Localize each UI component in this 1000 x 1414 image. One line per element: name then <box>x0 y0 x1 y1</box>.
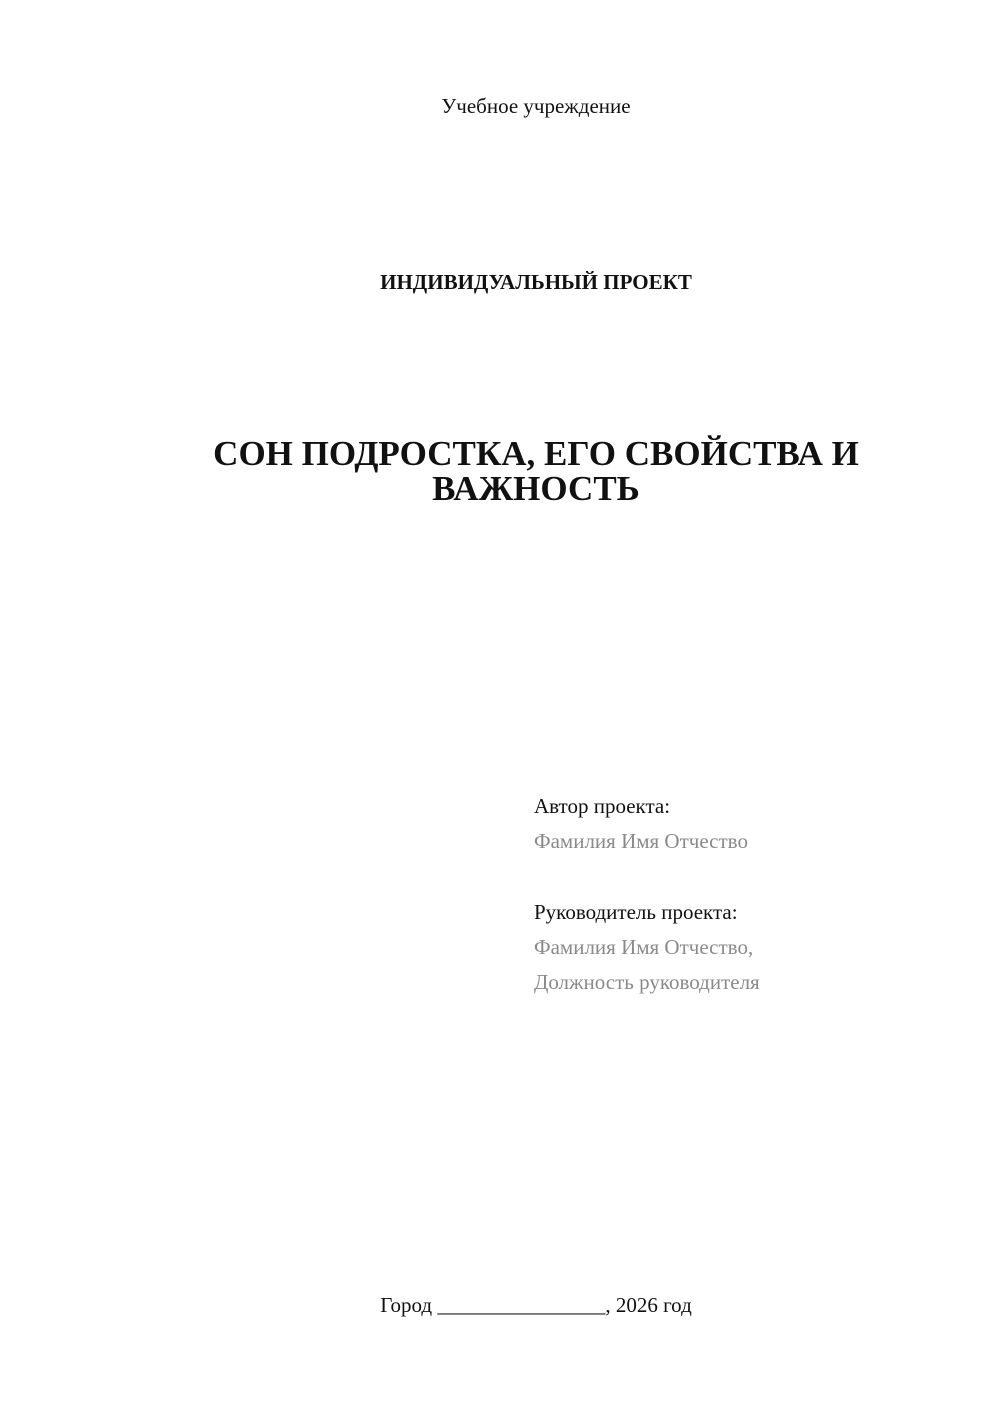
project-title-line-1: СОН ПОДРОСТКА, ЕГО СВОЙСТВА И <box>213 434 859 473</box>
document-type: ИНДИВИДУАЛЬНЫЙ ПРОЕКТ <box>380 270 692 294</box>
signature-block <box>534 789 974 1000</box>
supervisor-name-placeholder: Фамилия Имя Отчество, <box>534 935 754 959</box>
institution-name: Учебное учреждение <box>441 94 631 118</box>
project-title <box>80 436 992 506</box>
supervisor-label: Руководитель проекта: <box>534 900 738 924</box>
author-name-placeholder: Фамилия Имя Отчество <box>534 829 748 853</box>
signature-spacer <box>534 859 974 895</box>
project-title-line-2: ВАЖНОСТЬ <box>432 469 640 508</box>
city-year-footer: Город ________________, 2026 год <box>380 1293 692 1317</box>
author-label: Автор проекта: <box>534 794 671 818</box>
supervisor-position-placeholder: Должность руководителя <box>534 970 760 994</box>
